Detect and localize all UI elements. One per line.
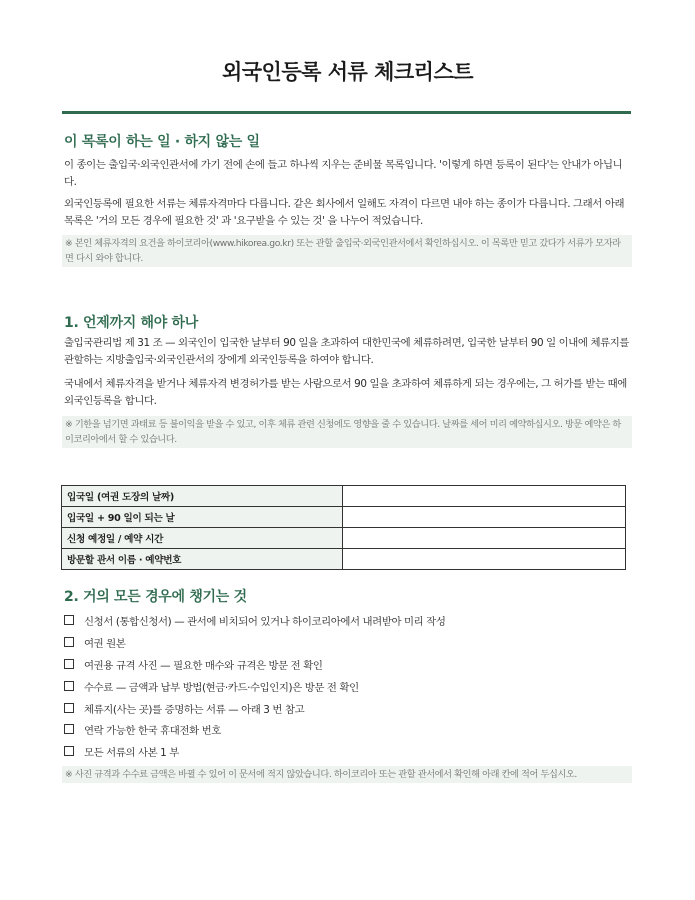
checkbox[interactable] [64, 681, 74, 691]
table-row-value[interactable] [343, 528, 626, 549]
checklist-item-label: 수수료 — 금액과 납부 방법(현금·카드·수입인지)은 방문 전 확인 [84, 681, 359, 694]
checkbox[interactable] [64, 659, 74, 669]
checklist-item[interactable] [64, 721, 221, 737]
scope-paragraph-1: 이 종이는 출입국·외국인관서에 가기 전에 손에 들고 하나씩 지우는 준비물 목록입니다. '이렇게 하면 등록이 된다'는 안내가 아닙니다. [64, 159, 623, 188]
section1-paragraph-1: 출입국관리법 제 31 조 — 외국인이 입국한 날부터 90 일을 초과하여 대한민국에 체류하려면, 입국한 날부터 90 일 이내에 체류지를 관할하는 지방출입국·외국인관서의 장에게 외국인등록을 하여야 합니다. [64, 337, 629, 366]
table-row [62, 486, 626, 507]
section1-note: ※ 기한을 넘기면 과태료 등 불이익을 받을 수 있고, 이후 체류 관련 신청에도 영향을 줄 수 있습니다. 날짜를 세어 미리 예약하십시오. 방문 예약은 하이코리아에서 할 수 있습니다. [62, 416, 632, 448]
table-row-label: 입국일 (여권 도장의 날짜) [62, 486, 343, 507]
table-row-label: 방문할 관서 이름 · 예약번호 [62, 549, 343, 570]
checklist-item-label: 여권 원본 [84, 637, 126, 650]
title-divider [62, 111, 631, 114]
checkbox[interactable] [64, 703, 74, 713]
checklist-item[interactable] [64, 612, 445, 628]
page-title: 외국인등록 서류 체크리스트 [221, 60, 474, 84]
checklist-item-label: 모든 서류의 사본 1 부 [84, 746, 179, 759]
table-row [62, 528, 626, 549]
table-row-label: 입국일 + 90 일이 되는 날 [62, 507, 343, 528]
table-row [62, 549, 626, 570]
checklist-item-label: 체류지(사는 곳)를 증명하는 서류 — 아래 3 번 참고 [84, 703, 305, 716]
checklist-item-label: 연락 가능한 한국 휴대전화 번호 [84, 724, 221, 737]
table-row [62, 507, 626, 528]
checklist-item[interactable] [64, 656, 323, 672]
checklist-item[interactable] [64, 634, 125, 650]
checkbox[interactable] [64, 724, 74, 734]
table-row-value[interactable] [343, 507, 626, 528]
scope-paragraph-2: 외국인등록에 필요한 서류는 체류자격마다 다릅니다. 같은 회사에서 일해도 자격이 다르면 내야 하는 종이가 다릅니다. 그래서 아래 목록은 '거의 모든 경우에 필요한 것' 과 '요구받을 수 있는 것' 을 나누어 적었습니다. [64, 198, 625, 227]
section2-note: ※ 사진 규격과 수수료 금액은 바뀔 수 있어 이 문서에 적지 않았습니다. 하이코리아 또는 관할 관서에서 확인해 아래 칸에 적어 두십시오. [62, 766, 632, 783]
section1-paragraph-2: 국내에서 체류자격을 받거나 체류자격 변경허가를 받는 사람으로서 90 일을 초과하여 체류하게 되는 경우에는, 그 허가를 받는 때에 외국인등록을 합니다. [64, 378, 627, 407]
table-row-label: 신청 예정일 / 예약 시간 [62, 528, 343, 549]
table-row-value[interactable] [343, 549, 626, 570]
scope-note: ※ 본인 체류자격의 요건을 하이코리아(www.hikorea.go.kr) 또는 관할 출입국·외국인관서에서 확인하십시오. 이 목록만 믿고 갔다가 서류가 모자라면 다시 와야 합니다. [62, 235, 632, 267]
checklist-item-label: 여권용 규격 사진 — 필요한 매수와 규격은 방문 전 확인 [84, 659, 323, 672]
checkbox[interactable] [64, 746, 74, 756]
table-row-value[interactable] [343, 486, 626, 507]
checkbox[interactable] [64, 637, 74, 647]
scope-heading: 이 목록이 하는 일 · 하지 않는 일 [64, 134, 260, 150]
date-planning-table [61, 485, 626, 570]
checklist-item[interactable] [64, 700, 304, 716]
section2-heading: 2. 거의 모든 경우에 챙기는 것 [64, 589, 247, 605]
section1-heading: 1. 언제까지 해야 하나 [64, 315, 198, 331]
checklist-item[interactable] [64, 743, 179, 759]
checkbox[interactable] [64, 615, 74, 625]
checklist-item[interactable] [64, 678, 359, 694]
checklist-item-label: 신청서 (통합신청서) — 관서에 비치되어 있거나 하이코리아에서 내려받아 미리 작성 [84, 615, 446, 628]
